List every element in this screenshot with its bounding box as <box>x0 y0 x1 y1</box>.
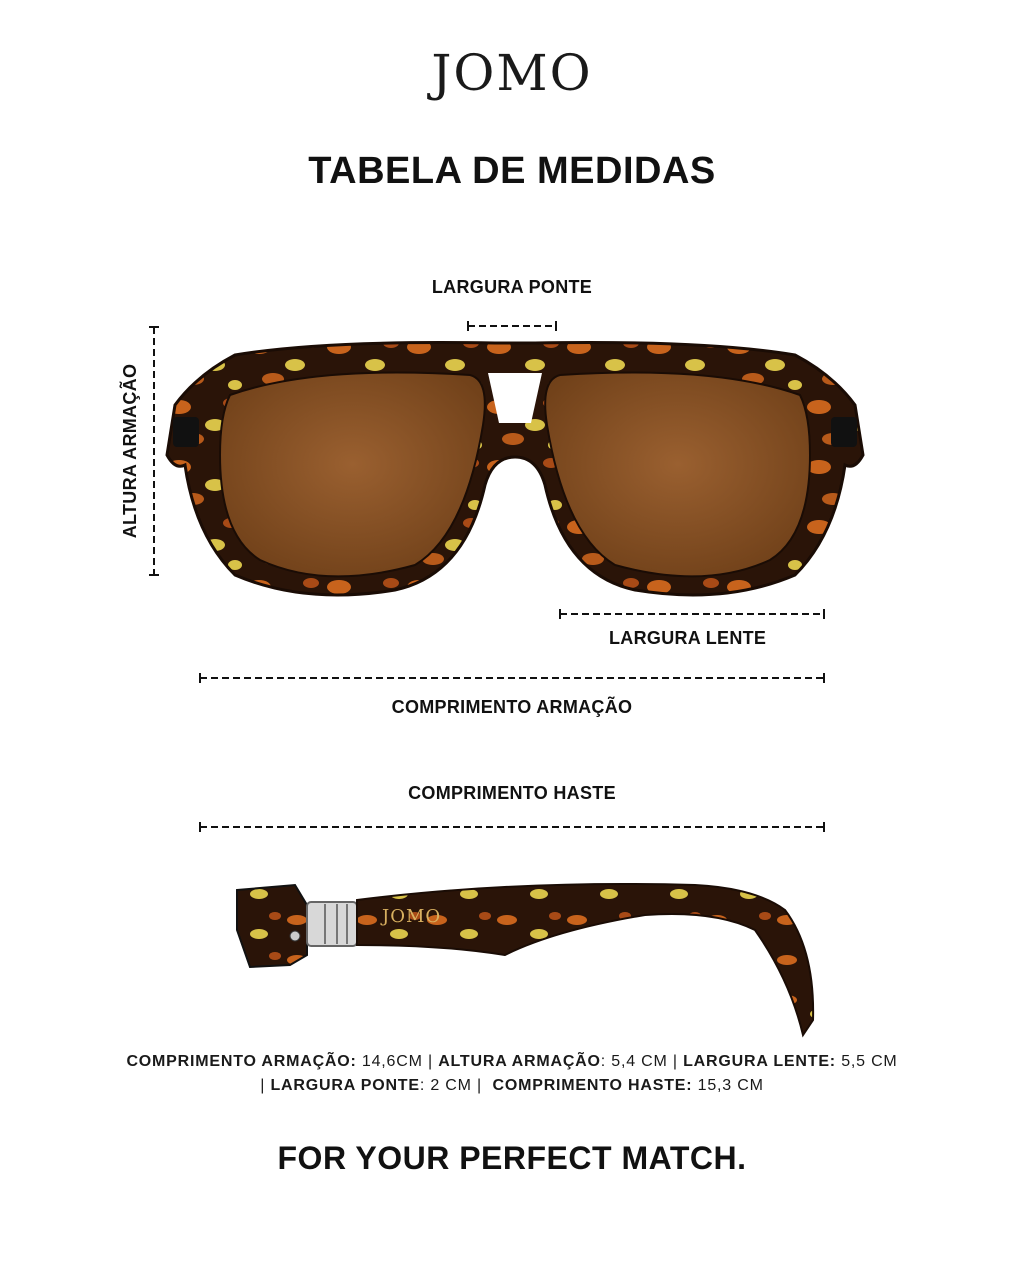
frame-length-label: COMPRIMENTO ARMAÇÃO <box>391 697 633 717</box>
temple-logo-text: JOMO <box>382 906 442 927</box>
frame-height-measure-line <box>144 322 164 582</box>
tagline: FOR YOUR PERFECT MATCH. <box>277 1140 747 1176</box>
temple-length-measure-line <box>0 817 1024 837</box>
sunglasses-front-image <box>165 335 865 605</box>
spec-bridge-width: LARGURA PONTE: 2 CM <box>270 1077 472 1094</box>
bridge-width-label: LARGURA PONTE <box>431 277 593 297</box>
spec-frame-length: COMPRIMENTO ARMAÇÃO: 14,6CM <box>126 1053 423 1070</box>
page-title: TABELA DE MEDIDAS <box>308 150 716 192</box>
lens-width-label: LARGURA LENTE <box>609 628 767 648</box>
spec-frame-height: ALTURA ARMAÇÃO: 5,4 CM <box>438 1053 668 1070</box>
spec-temple-length: COMPRIMENTO HASTE: 15,3 CM <box>492 1077 764 1094</box>
brand-logo: JOMO <box>431 44 593 102</box>
frame-height-label: ALTURA ARMAÇÃO <box>120 363 140 539</box>
spec-lens-width: LARGURA LENTE: 5,5 CM <box>683 1053 898 1070</box>
sunglasses-temple-image <box>215 870 835 1040</box>
frame-length-measure-line <box>0 668 1024 688</box>
temple-length-label: COMPRIMENTO HASTE <box>408 783 616 803</box>
lens-width-measure-line <box>0 604 1024 624</box>
measurement-specs: COMPRIMENTO ARMAÇÃO: 14,6CM | ALTURA ARMAÇÃO: 5,4 CM | LARGURA LENTE: 5,5 CM | LARGURA PONTE: 2 CM | COMPRIMENTO HASTE: 15,3 CM <box>126 1053 898 1094</box>
